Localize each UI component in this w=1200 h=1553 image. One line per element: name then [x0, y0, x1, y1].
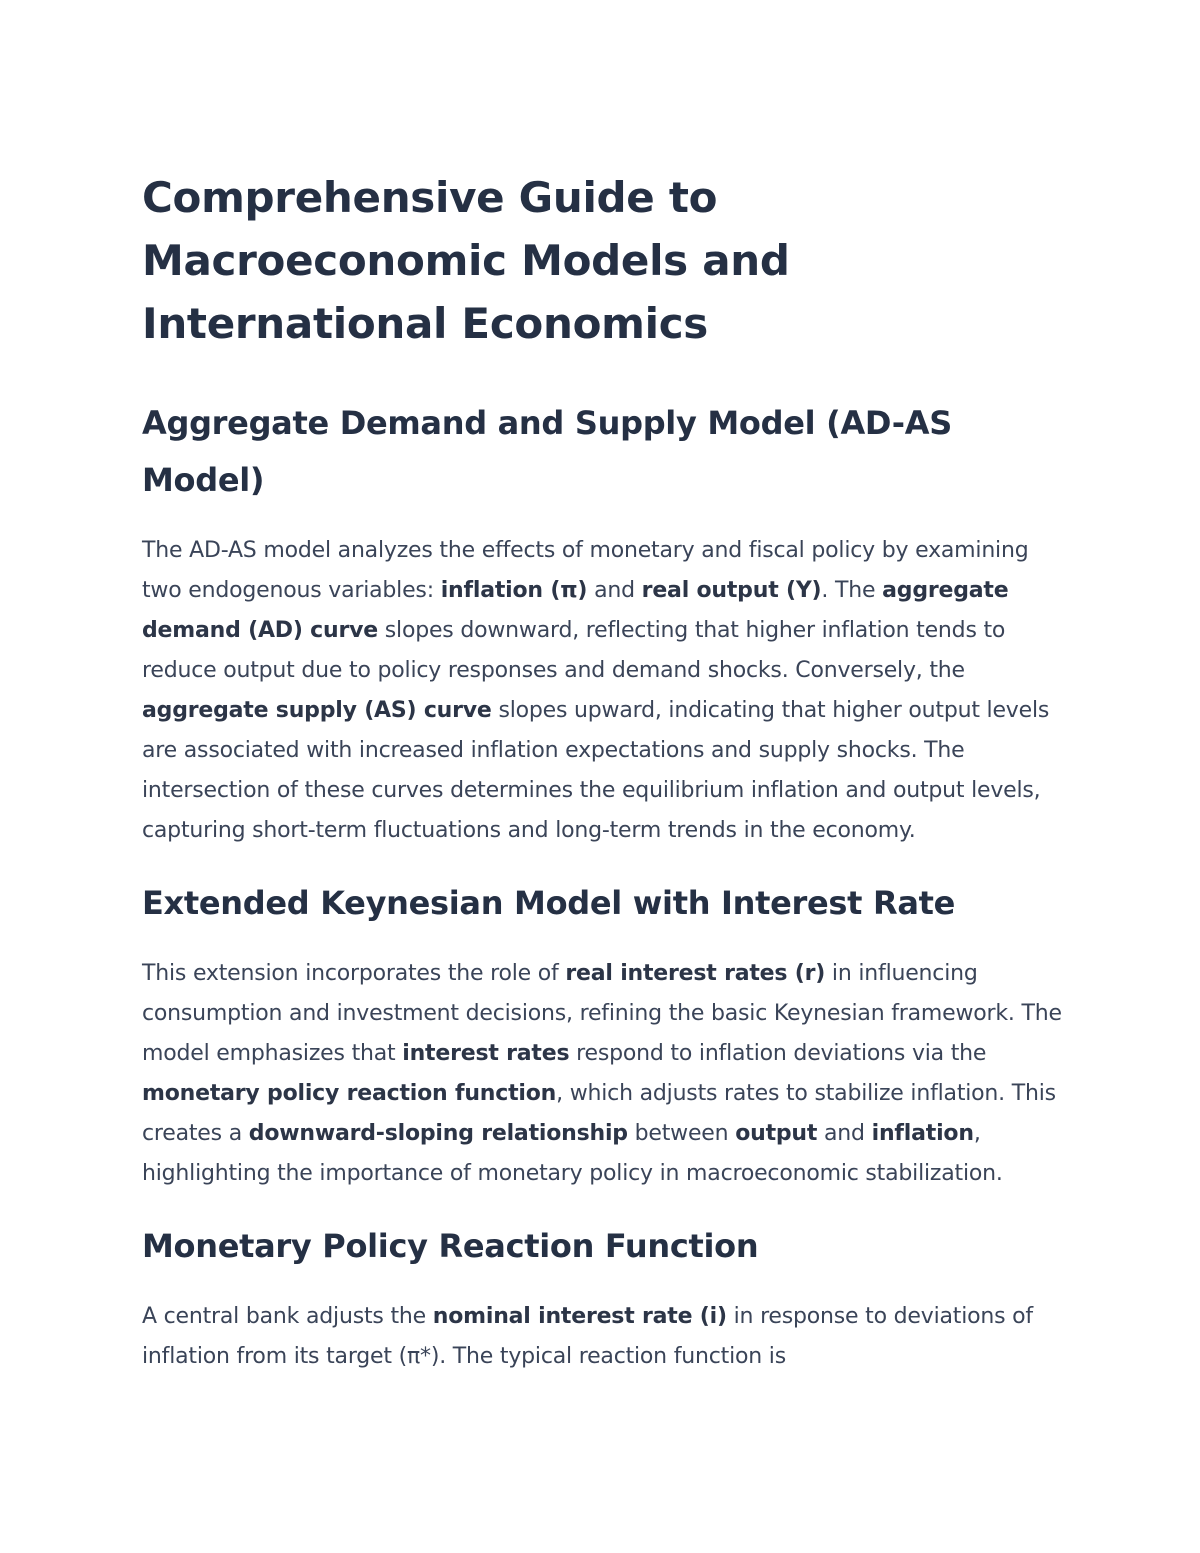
emphasis-term: inflation (π) [440, 578, 588, 603]
emphasis-term: real output (Y) [641, 578, 822, 603]
emphasis-term: output [735, 1121, 818, 1146]
section-heading: Extended Keynesian Model with Interest Rate [142, 884, 956, 922]
emphasis-term: aggregate demand (AD) curve [142, 578, 1009, 643]
document-page [142, 166, 1072, 1401]
text-run: The AD-AS model analyzes the effects of monetary and fiscal policy by examining two endogenous variables: [142, 538, 1029, 603]
text-run: respond to inflation deviations via the [569, 1041, 987, 1066]
document-title: Comprehensive Guide to Macroeconomic Models and International Economics [142, 173, 790, 348]
emphasis-term: inflation [871, 1121, 974, 1146]
emphasis-term: monetary policy reaction function [142, 1081, 557, 1106]
text-run: , which adjusts rates to stabilize inflation. This creates a [142, 1081, 1056, 1146]
text-run: in response to deviations of inflation from its target (π*). The typical reaction function is [142, 1304, 1033, 1369]
emphasis-term: aggregate supply (AS) curve [142, 698, 492, 723]
section-paragraph [142, 531, 1072, 851]
section-paragraph [142, 1297, 1072, 1377]
emphasis-term: nominal interest rate (i) [432, 1304, 727, 1329]
emphasis-term: interest rates [402, 1041, 570, 1066]
section-extended-keynesian [142, 875, 1072, 1194]
section-paragraph [142, 954, 1072, 1194]
emphasis-term: real interest rates (r) [565, 961, 826, 986]
emphasis-term: downward-sloping relationship [248, 1121, 628, 1146]
section-monetary-policy [142, 1218, 1072, 1377]
text-run: This extension incorporates the role of [142, 961, 566, 986]
text-run: and [817, 1121, 872, 1146]
text-run: and [587, 578, 642, 603]
section-heading: Aggregate Demand and Supply Model (AD-AS Model) [142, 404, 952, 499]
text-run: slopes downward, reflecting that higher inflation tends to reduce output due to policy responses and demand shocks. Conversely, the [142, 618, 1006, 683]
section-ad-as [142, 395, 1072, 851]
text-run: between [627, 1121, 736, 1146]
text-run: in influencing consumption and investment decisions, refining the basic Keynesian framework. The model emphasizes that [142, 961, 1062, 1066]
section-heading: Monetary Policy Reaction Function [142, 1227, 759, 1265]
text-run: , highlighting the importance of monetary policy in macroeconomic stabilization. [142, 1121, 1003, 1186]
text-run: slopes upward, indicating that higher output levels are associated with increased inflation expectations and supply shocks. The intersection of these curves determines the equilibrium inflation and output levels, capturing short-term fluctuations and long-term trends in the economy. [142, 698, 1050, 843]
text-run: A central bank adjusts the [142, 1304, 433, 1329]
text-run: . The [821, 578, 883, 603]
